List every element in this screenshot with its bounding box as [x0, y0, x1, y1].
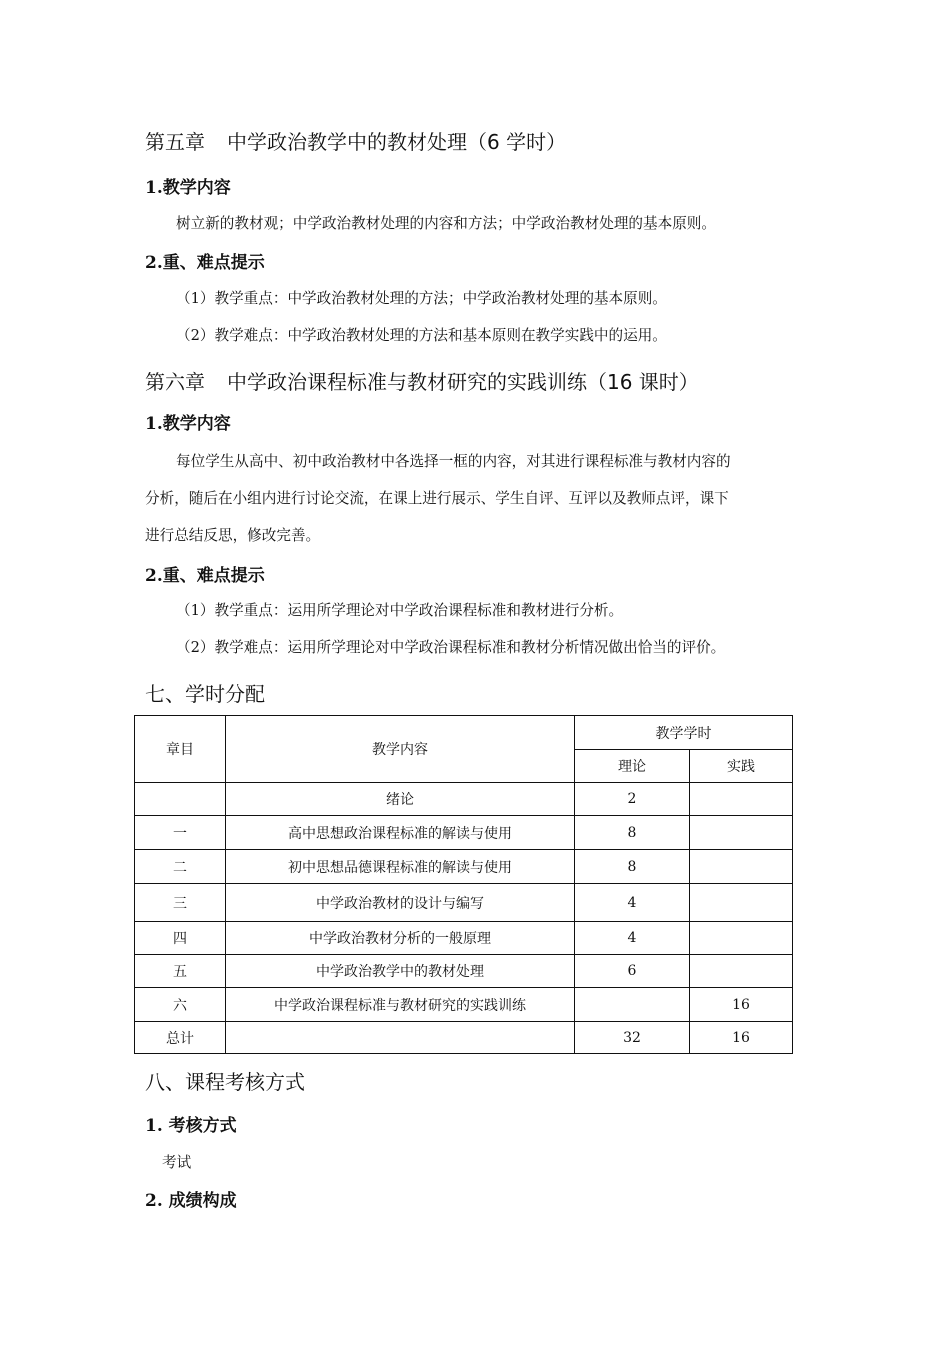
- row-content: 中学政治教材分析的一般原理: [226, 922, 575, 955]
- chapter5-key-heading: 2.重、难点提示: [145, 253, 265, 273]
- chapter6-content-heading: 1.教学内容: [145, 414, 231, 434]
- row-practice: 16: [690, 988, 793, 1022]
- chapter6-number: 第六章: [145, 370, 205, 394]
- total-practice: 16: [690, 1022, 793, 1054]
- chapter6-heading: [145, 366, 699, 395]
- row-theory: 4: [575, 884, 690, 922]
- table-row: [135, 922, 793, 955]
- assessment-method-text: 考试: [162, 1154, 192, 1171]
- table-row: [135, 988, 793, 1022]
- row-practice: [690, 884, 793, 922]
- table-row: [135, 783, 793, 816]
- chapter5-key-point-1: （1）教学重点：中学政治教材处理的方法；中学政治教材处理的基本原则。: [176, 290, 667, 307]
- row-theory: 8: [575, 816, 690, 850]
- row-content: 中学政治教学中的教材处理: [226, 955, 575, 988]
- row-theory: [575, 988, 690, 1022]
- chapter5-content-text: 树立新的教材观；中学政治教材处理的内容和方法；中学政治教材处理的基本原则。: [176, 215, 716, 232]
- row-practice: [690, 850, 793, 884]
- chapter6-key-point-1: （1）教学重点：运用所学理论对中学政治课程标准和教材进行分析。: [176, 602, 624, 619]
- row-chapter: 五: [135, 955, 226, 988]
- table-row: [135, 955, 793, 988]
- row-theory: 2: [575, 783, 690, 816]
- chapter5-content-heading: 1.教学内容: [145, 178, 231, 198]
- row-theory: 8: [575, 850, 690, 884]
- table-total-row: [135, 1022, 793, 1054]
- row-chapter: 四: [135, 922, 226, 955]
- row-chapter: 二: [135, 850, 226, 884]
- header-practice: 实践: [690, 750, 793, 783]
- chapter6-content-line-1: 每位学生从高中、初中政治教材中各选择一框的内容，对其进行课程标准与教材内容的: [176, 453, 731, 470]
- hours-allocation-table: [134, 715, 793, 1054]
- section8-title: 八、课程考核方式: [145, 1070, 305, 1094]
- chapter6-title: 中学政治课程标准与教材研究的实践训练（16 课时）: [227, 370, 699, 394]
- row-practice: [690, 816, 793, 850]
- chapter5-heading: [145, 126, 566, 155]
- chapter6-content-line-2: 分析，随后在小组内进行讨论交流，在课上进行展示、学生自评、互评以及教师点评，课下: [145, 490, 729, 507]
- row-content: 中学政治教材的设计与编写: [226, 884, 575, 922]
- assessment-method-heading: 1. 考核方式: [145, 1116, 237, 1136]
- row-chapter: 六: [135, 988, 226, 1022]
- table-row: [135, 816, 793, 850]
- header-hours: 教学学时: [575, 716, 793, 750]
- row-practice: [690, 922, 793, 955]
- chapter5-title: 中学政治教学中的教材处理（6 学时）: [227, 130, 567, 154]
- total-theory: 32: [575, 1022, 690, 1054]
- chapter6-content-line-3: 进行总结反思，修改完善。: [145, 527, 321, 544]
- row-content: 中学政治课程标准与教材研究的实践训练: [226, 988, 575, 1022]
- header-chapter: 章目: [135, 716, 226, 783]
- row-chapter: [135, 783, 226, 816]
- header-content: 教学内容: [226, 716, 575, 783]
- grade-composition-heading: 2. 成绩构成: [145, 1191, 237, 1211]
- header-theory: 理论: [575, 750, 690, 783]
- row-theory: 4: [575, 922, 690, 955]
- table-row: [135, 884, 793, 922]
- chapter5-key-point-2: （2）教学难点：中学政治教材处理的方法和基本原则在教学实践中的运用。: [176, 327, 667, 344]
- chapter6-key-point-2: （2）教学难点：运用所学理论对中学政治课程标准和教材分析情况做出恰当的评价。: [176, 639, 726, 656]
- total-label: 总计: [135, 1022, 226, 1054]
- row-practice: [690, 955, 793, 988]
- total-content: [226, 1022, 575, 1054]
- row-theory: 6: [575, 955, 690, 988]
- section7-title: 七、学时分配: [145, 682, 265, 706]
- row-content: 初中思想品德课程标准的解读与使用: [226, 850, 575, 884]
- row-practice: [690, 783, 793, 816]
- row-content: 绪论: [226, 783, 575, 816]
- chapter6-key-heading: 2.重、难点提示: [145, 566, 265, 586]
- row-chapter: 一: [135, 816, 226, 850]
- chapter5-number: 第五章: [145, 130, 205, 154]
- row-content: 高中思想政治课程标准的解读与使用: [226, 816, 575, 850]
- table-row: [135, 850, 793, 884]
- row-chapter: 三: [135, 884, 226, 922]
- table-header-row: [135, 716, 793, 750]
